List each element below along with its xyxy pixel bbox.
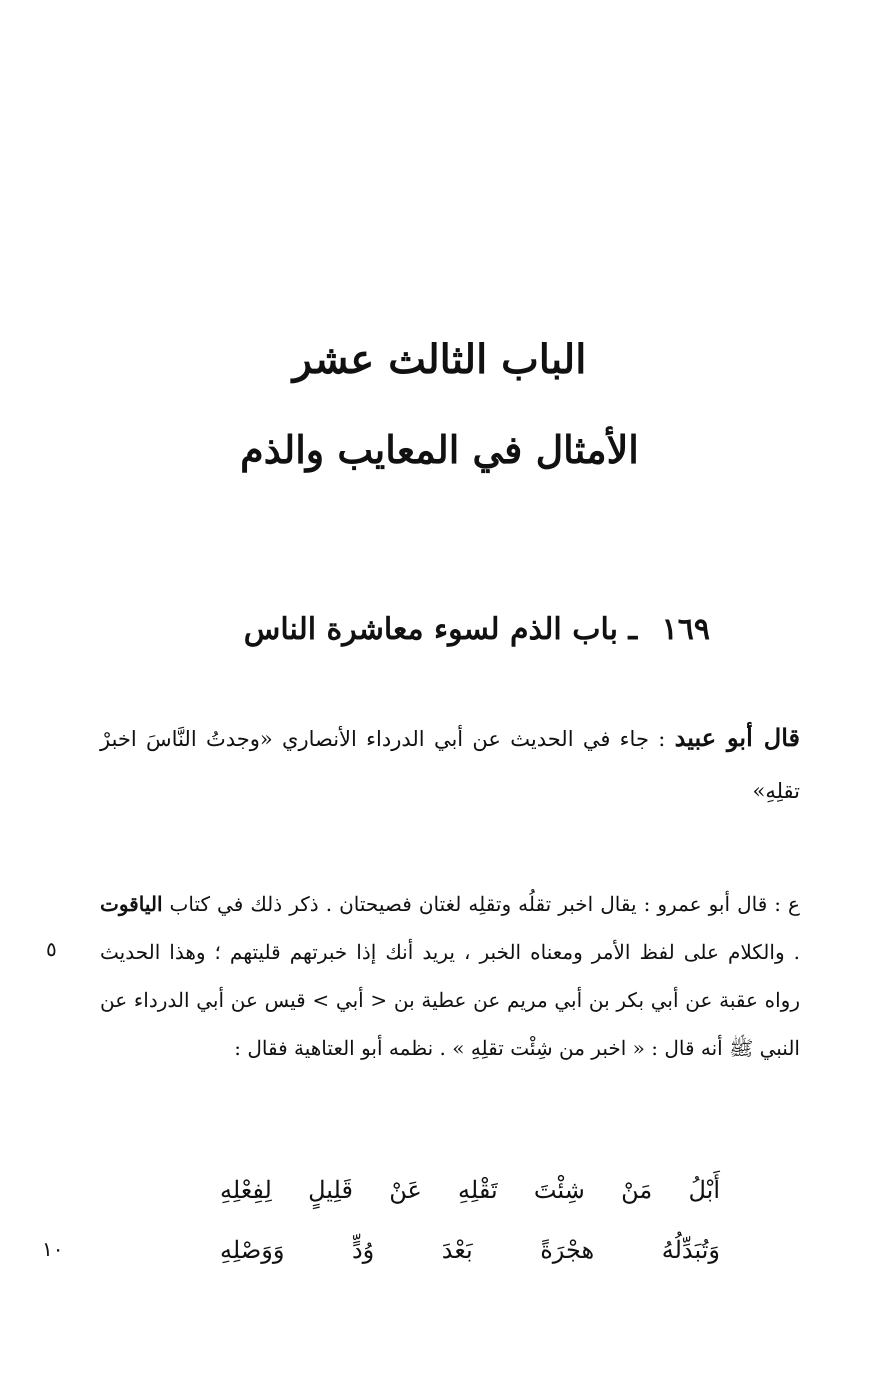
verse-word: قَلِيلٍ bbox=[308, 1176, 353, 1204]
intro-speaker: قال أبو عبيد bbox=[674, 723, 800, 752]
section-heading bbox=[200, 606, 710, 654]
verse-word: شِئْتَ bbox=[533, 1176, 585, 1204]
intro-paragraph bbox=[100, 712, 800, 817]
book-title: الياقوت bbox=[100, 892, 163, 916]
section-title: باب الذم لسوء معاشرة الناس bbox=[243, 612, 618, 647]
chapter-title: الباب الثالث عشر bbox=[292, 336, 587, 383]
commentary-part-1: ع : قال أبو عمرو : يقال اخبر تقلُه وتقلِه لغتان فصيحتان . ذكر ذلك في كتاب bbox=[169, 892, 800, 916]
verse-word: مَنْ bbox=[621, 1176, 653, 1204]
intro-text: : جاء في الحديث عن أبي الدرداء الأنصاري «وجدتُ النَّاسَ اخبرْ تقلِهِ» bbox=[100, 727, 800, 803]
section-separator: ـ bbox=[628, 612, 638, 647]
section-number: ١٦٩ bbox=[661, 612, 710, 647]
commentary-part-2: . والكلام على لفظ الأمر ومعناه الخبر ، يريد أنك إذا خبرتهم قليتهم ؛ وهذا الحديث رواه عقبة عن أبي بكر بن أبي مريم عن عطية بن < أبي > قيس عن أبي الدرداء عن النبي ﷺ أنه قال : « اخبر من شِئْت تقلِهِ » . نظمه أبو العتاهية فقال : bbox=[100, 940, 800, 1060]
verse-word: وَوَصْلِهِ bbox=[220, 1236, 285, 1264]
verse-word: عَنْ bbox=[389, 1176, 422, 1204]
verse-word: تَقْلِهِ bbox=[458, 1176, 498, 1204]
verse-word: وُدٍّ bbox=[351, 1236, 375, 1264]
verse-word: لِفِعْلِهِ bbox=[220, 1176, 272, 1204]
verse-word: هجْرَةً bbox=[540, 1236, 595, 1264]
chapter-subtitle: الأمثال في المعايب والذم bbox=[240, 427, 639, 472]
verse-line-1 bbox=[220, 1168, 720, 1212]
verse-word: أَبْلُ bbox=[688, 1176, 720, 1204]
margin-line-number-5: ٥ bbox=[46, 937, 57, 961]
commentary-paragraph bbox=[100, 880, 800, 1072]
verse-line-2 bbox=[220, 1228, 720, 1272]
verse-word: وَتُبَدِّلُهُ bbox=[661, 1236, 720, 1264]
margin-line-number-10: ١٠ bbox=[42, 1237, 64, 1261]
verse-word: بَعْدَ bbox=[441, 1236, 473, 1264]
